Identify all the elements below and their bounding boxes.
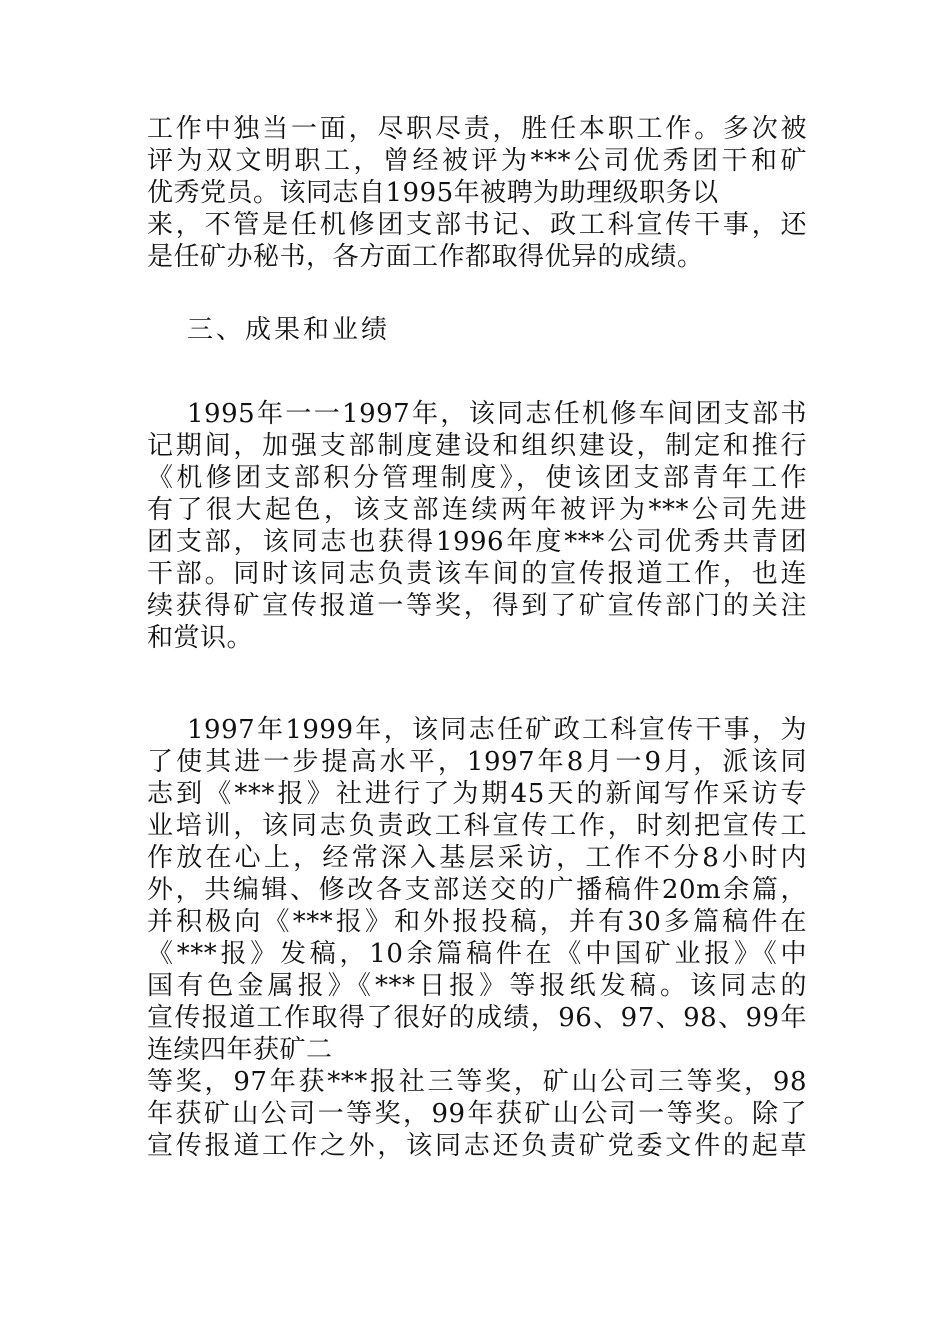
text-line: 宣传报道工作取得了很好的成绩，96、97、98、99年 <box>147 1003 807 1033</box>
text-line: 国有色金属报》《***日报》等报纸发稿。该同志的 <box>147 971 807 1001</box>
section-heading: 三、成果和业绩 <box>187 315 391 345</box>
text-line: 并积极向《***报》和外报投稿，并有30多篇稿件在 <box>147 907 807 937</box>
text-line: 工作中独当一面，尽职尽责，胜任本职工作。多次被 <box>147 114 807 144</box>
text-line: 宣传报道工作之外，该同志还负责矿党委文件的起草 <box>147 1131 807 1161</box>
text-line: 年获矿山公司一等奖，99年获矿山公司一等奖。除了 <box>147 1099 807 1129</box>
text-line: 作放在心上，经常深入基层采访，工作不分8小时内 <box>147 843 807 873</box>
text-line: 1995年一一1997年，该同志任机修车间团支部书 <box>187 399 807 429</box>
text-line: 等奖，97年获***报社三等奖，矿山公司三等奖，98 <box>147 1067 807 1097</box>
text-line: 和赏识。 <box>147 623 254 653</box>
text-line: 《***报》发稿，10余篇稿件在《中国矿业报》《中 <box>147 939 807 969</box>
text-line: 连续四年获矿二 <box>147 1035 333 1065</box>
text-line: 业培训，该同志负责政工科宣传工作，时刻把宣传工 <box>147 811 807 841</box>
text-line: 续获得矿宣传报道一等奖，得到了矿宣传部门的关注 <box>147 591 807 621</box>
text-line: 1997年1999年，该同志任矿政工科宣传干事，为 <box>187 715 807 745</box>
text-line: 志到《***报》社进行了为期45天的新闻写作采访专 <box>147 779 807 809</box>
text-line: 有了很大起色，该支部连续两年被评为***公司先进 <box>147 495 807 525</box>
text-line: 团支部，该同志也获得1996年度***公司优秀共青团 <box>147 527 807 557</box>
text-line: 记期间，加强支部制度建设和组织建设，制定和推行 <box>147 431 807 461</box>
text-line: 干部。同时该同志负责该车间的宣传报道工作，也连 <box>147 559 807 589</box>
text-line: 来，不管是任机修团支部书记、政工科宣传干事，还 <box>147 210 807 240</box>
text-line: 评为双文明职工，曾经被评为***公司优秀团干和矿 <box>147 146 807 176</box>
text-line: 外，共编辑、修改各支部送交的广播稿件20m余篇， <box>147 875 807 905</box>
text-line: 《机修团支部积分管理制度》，使该团支部青年工作 <box>147 463 807 493</box>
text-line: 是任矿办秘书，各方面工作都取得优异的成绩。 <box>147 242 704 272</box>
text-line: 了使其进一步提高水平，1997年8月一9月，派该同 <box>147 747 807 777</box>
text-line: 优秀党员。该同志自1995年被聘为助理级职务以 <box>147 178 719 208</box>
